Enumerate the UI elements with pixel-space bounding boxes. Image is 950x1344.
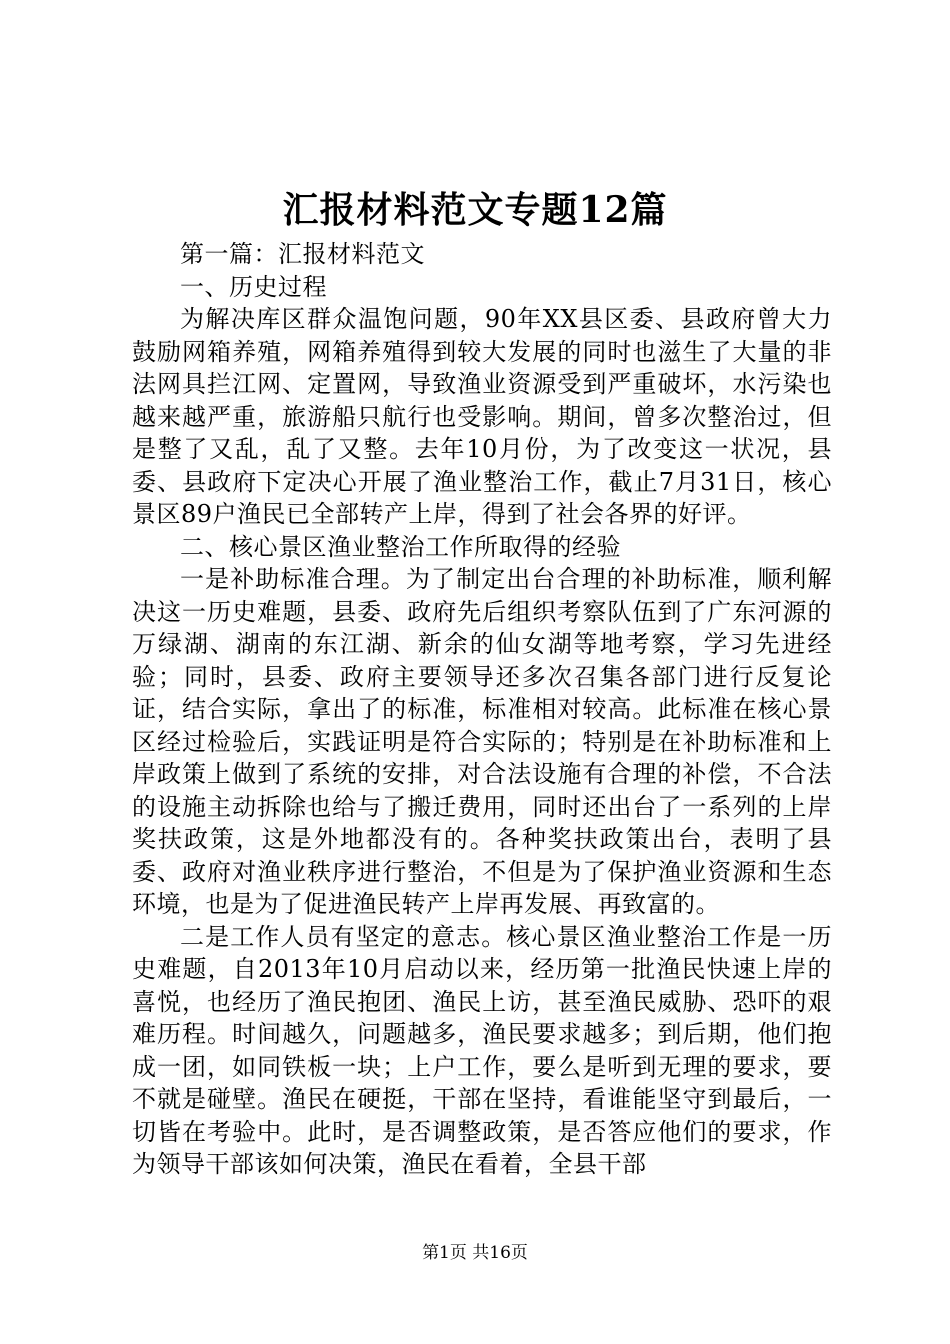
document-title: 汇报材料范文专题12篇 xyxy=(282,189,668,231)
document-body xyxy=(132,238,832,1181)
paragraph: 为解决库区群众温饱问题，90年XX县区委、县政府曾大力鼓励网箱养殖，网箱养殖得到较大发展的同时也滋生了大量的非法网具拦江网、定置网，导致渔业资源受到严重破坏，水污染也越来越严重，旅游船只航行也受影响。期间，曾多次整治过，但是整了又乱，乱了又整。去年10月份，为了改变这一状况，县委、县政府下定决心开展了渔业整治工作，截止7月31日，核心景区89户渔民已全部转产上岸，得到了社会各界的好评。 xyxy=(132,305,832,528)
paragraph: 一、历史过程 xyxy=(180,272,327,301)
page-footer: 第1页 共16页 xyxy=(422,1243,528,1263)
paragraph: 二、核心景区渔业整治工作所取得的经验 xyxy=(180,532,621,561)
paragraph: 二是工作人员有坚定的意志。核心景区渔业整治工作是一历史难题，自2013年10月启动以来，经历第一批渔民快速上岸的喜悦，也经历了渔民抱团、渔民上访，甚至渔民威胁、恐吓的艰难历程。时间越久，问题越多，渔民要求越多；到后期，他们抱成一团，如同铁板一块；上户工作，要么是听到无理的要求，要不就是碰壁。渔民在硬挺，干部在坚持，看谁能坚守到最后，一切皆在考验中。此时，是否调整政策，是否答应他们的要求，作为领导干部该如何决策，渔民在看着，全县干部 xyxy=(132,922,832,1178)
paragraph: 一是补助标准合理。为了制定出台合理的补助标准，顺利解决这一历史难题，县委、政府先后组织考察队伍到了广东河源的万绿湖、湖南的东江湖、新余的仙女湖等地考察，学习先进经验；同时，县委、政府主要领导还多次召集各部门进行反复论证，结合实际，拿出了的标准，标准相对较高。此标准在核心景区经过检验后，实践证明是符合实际的；特别是在补助标准和上岸政策上做到了系统的安排，对合法设施有合理的补偿，不合法的设施主动拆除也给与了搬迁费用，同时还出台了一系列的上岸奖扶政策，这是外地都没有的。各种奖扶政策出台，表明了县委、政府对渔业秩序进行整治，不但是为了保护渔业资源和生态环境，也是为了促进渔民转产上岸再发展、再致富的。 xyxy=(132,565,832,918)
paragraph: 第一篇：汇报材料范文 xyxy=(180,240,425,268)
